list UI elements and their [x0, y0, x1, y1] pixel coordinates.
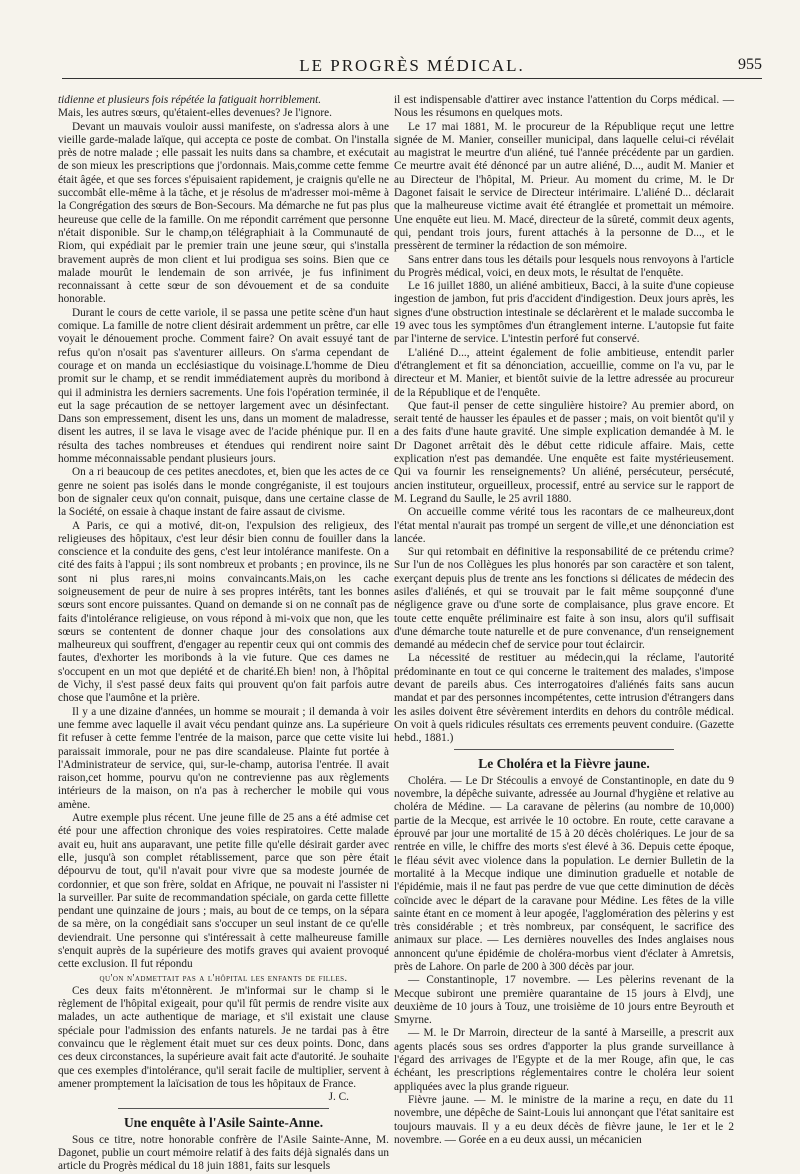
paragraph: Sous ce titre, notre honorable confrère de l'Asile Sainte-Anne, M. Dagonet, publie un court mémoire relatif à des faits déjà signalés dans un article du Progrès médical du 18 juin 1881, faits sur lesquels	[58, 1133, 389, 1173]
paragraph: J. C.	[328, 1091, 349, 1104]
paragraph: Durant le cours de cette variole, il se passa une petite scène d'un haut comique. La famille de notre client désirait ardemment un prêtre, car elle voyait le dénouement proche. Comment faire? On avait essuyé tant de refus qu'on n'osait pas s'aventurer ailleurs. On s'arma cependant de courage et on manda un ecclésiastique du voisinage.L'homme de Dieu promit sur le champ, et se rendit immédiatement auprès du moribond à qui il administra les derniers sacrements. Une fois l'opération terminée, il eut la sage précaution de se nettoyer largement avec un désinfectant. Dans son empressement, disent les uns, dans un moment de maladresse, disent les autres, il se lava le visage avec de l'acide phénique pur. Il en résulta des taches nombreuses et étendues qui rendirent noire saint homme méconnaissable pendant plusieurs jours.	[58, 306, 389, 466]
paragraph: La nécessité de restituer au médecin,qui la réclame, l'autorité prédominante en tout ce qui concerne le traitement des malades, s'impose devant de pareils abus. Ces interrogatoires d'aliénés faits sans aucun mandat et par des personnes incompétentes, cette intrusion d'étrangers dans les asiles doivent être sévèrement interdits en dehors du contrôle médical. On voit à quels ridicules résultats ces errements peuvent conduire. (Gazette hebd., 1881.)	[394, 652, 734, 745]
paragraph: Mais, les autres sœurs, qu'étaient-elles devenues? Je l'ignore.	[58, 107, 332, 120]
paragraph: — Constantinople, 17 novembre. — Les pèlerins revenant de la Mecque subiront une première quarantaine de 15 jours à Elvdj, une deuxième de 10 jours à Touz, une troisième de 10 jours entre Beyrouth et Smyrne.	[394, 974, 734, 1027]
journal-title: LE PROGRÈS MÉDICAL.	[299, 56, 525, 75]
section-divider	[454, 749, 674, 750]
paragraph: — M. le Dr Marroin, directeur de la santé à Marseille, a prescrit aux agents placés sous ses ordres d'apporter la plus grande surveillance à l'égard des arrivages de l'Egypte et de la mer Rouge, afin que, le cas échéant, les prescriptions réglementaires contre le choléra leur soient appliquées avec la plus grande rigueur.	[394, 1027, 734, 1093]
section-divider	[118, 1108, 329, 1109]
section-title-cholera: Le Choléra et la Fièvre jaune.	[478, 755, 650, 771]
paragraph: Le 17 mai 1881, M. le procureur de la République reçut une lettre signée de M. Manier, conseiller municipal, dans laquelle celui-ci révélait au magistrat le meurtre d'un aliéné, tué l'année précédente par un gardien. Ce meurtre avait été dénoncé par un autre aliéné, D..., audit M. Manier et au Directeur de l'hôpital, M. Prieur. Au moment du crime, M. le Dr Dagonet faisait le service de Directeur intérimaire. L'aliéné D... déclarait que la malheureuse victime avait été étranglée et promettait un mémoire. Une enquête eut lieu. M. Macé, directeur de la sûreté, commit deux agents, qui, pendant trois jours, furent attachés à la personne de D..., et le pressèrent de terminer la rédaction de son mémoire.	[394, 120, 734, 253]
paragraph: Sans entrer dans tous les détails pour lesquels nous renvoyons à l'article du Progrès médical, voici, en deux mots, le résultat de l'enquête.	[394, 253, 734, 279]
paragraph: Choléra. — Le Dr Stécoulis a envoyé de Constantinople, en date du 9 novembre, la dépêche suivante, adressée au Journal d'hygiène et relative au choléra de Médine. — La caravane de pèlerins (au nombre de 10,000) partie de la Mecque, est arrivée le 10 octobre. En route, cette caravane a éprouvé par jour une mortalité de 15 à 20 décès cholériques. Le jour de sa rentrée en ville, le chiffre des morts s'est élevé à 36. Depuis cette époque, le fléau sévit avec violence dans la population. Le dernier Bulletin de la mortalité à la Mecque indique une diminution graduelle et notable de l'épidémie, mais il ne faut pas perdre de vue que cette diminution de décès coïncide avec le départ de la caravane pour Médine. Les fêtes de la ville sainte étant en ce moment à leur apogée, l'agglomération des pèlerins y est très considérable ; et très nombreux, par conséquent, le sacrifice des animaux sur place. — Les dernières nouvelles des Indes anglaises nous annoncent qu'une épidémie de choléra-morbus vient d'éclater à Amretsis, près de Lahore. On parle de 200 à 300 décès par jour.	[394, 774, 734, 973]
paragraph: On a ri beaucoup de ces petites anecdotes, et, bien que les actes de ce genre ne soient pas isolés dans le monde congréganiste, il est toujours bon de signaler ceux qu'on connait, puisque, dans une certaine classe de la Société, on essaie à chaque instant de faire assaut de civisme.	[58, 466, 389, 519]
paragraph: Ces deux faits m'étonnèrent. Je m'informai sur le champ si le règlement de l'hôpital exigeait, pour qu'il fût permis de rendre visite aux malades, un acte authentique de mariage, et s'il existait une clause spéciale pour l'admission des enfants naturels. Je ne tardai pas à être convaincu que le règlement était muet sur ces deux points. Donc, dans ces deux circonstances, la supérieure avait fait acte d'autorité. Je souhaite que ces exemples d'intolérance, qu'il serait facile de multiplier, servent à amener promptement la laïcisation de tous les hôpitaux de France.	[58, 984, 389, 1090]
right-column	[394, 94, 734, 1146]
right-article-body	[394, 94, 734, 746]
paragraph: Que faut-il penser de cette singulière histoire? Au premier abord, on serait tenté de hausser les épaules et de passer ; mais, on voit bientôt qu'il y a des faits d'une haute gravité. Une simple explication demandée à M. le Dr Dagonet arrêtait dès le début cette ridicule affaire. Mais, cette explication n'est pas demandée. Une enquête est faite mystérieusement. Qui va fournir les renseignements? Un aliéné, persécuteur, persécuté, ancien instituteur, orgueilleux, processif, entré au service sur le rapport de M. Legrand du Saulle, le 25 avril 1880.	[394, 399, 734, 505]
paragraph: Autre exemple plus récent. Une jeune fille de 25 ans a été admise cet été pour une affection chronique des voies respiratoires. Cette malade avait eu, huit ans auparavant, une petite fille qu'elle désirait garder avec elle, jusqu'à son complet rétablissement, parce que son père était dépourvu de tout, qu'il n'avait pour vivre que sa modeste journée de cordonnier, et que son frère, soldat en Afrique, ne pouvait ni l'assister ni la surveiller. Par suite de recommandation spéciale, on garda cette fillette pendant une quinzaine de jours ; mais, au bout de ce temps, on la sépara de sa mère, on la congédiait sans s'occuper un seul instant de ce qu'elle deviendrait. Une personne qui s'intéressait à cette malheureuse famille s'enquit auprès de la supérieure des motifs graves qui avaient provoqué cette exclusion. Il fut répondu	[58, 812, 389, 971]
paragraph: Sur qui retombait en définitive la responsabilité de ce prétendu crime? Sur l'un de nos Collègues les plus honorés par son caractère et son talent, exerçant depuis plus de trente ans les fonctions si délicates de médecin des asiles d'aliénés, et qui se trouvait par le fait même soupçonné d'une négligence grave ou d'une sorte de complaisance, plus grave encore. Et toute cette enquête préliminaire est faite à son insu, alors qu'il suffisait d'une démarche toute naturelle et de pure convenance, d'un renseignement demandé au médecin chef de service pour tout éclaircir.	[394, 546, 734, 652]
paragraph: A Paris, ce qui a motivé, dit-on, l'expulsion des religieux, des religieuses des hôpitaux, c'est leur désir bien connu de fouiller dans la conscience et la conduite des gens, c'est leur intolérance manifeste. On a cité des faits à l'appui ; ils sont nombreux et probants ; en province, ils ne sont ni plus rares,ni moins convaincants.Mais,on les cache soigneusement de peur de nuire à ses propres intérêts, tant les bonnes sœurs sont encore puissantes. Quand on demande si on ne connaît pas de faits d'intolérance religieuse, on vous répond à mi-voix que non, que les sœurs se contentent de donner chaque jour des consolations aux malheureux qui souffrent, d'engager au repentir ceux qui ont commis des fautes, d'exhorter les moribonds à la vie future. Que ces dames ne s'occupent en un mot que depiété et de charité.Eh bien! non, à l'hôpital de Vichy, il s'est passé deux faits qui prouvent qu'on fait parfois autre chose que l'aumône et la prière.	[58, 519, 389, 705]
paragraph: On accueille comme vérité tous les racontars de ce malheureux,dont l'état mental n'aurait pas trompé un sergent de ville,et une dénonciation est lancée.	[394, 506, 734, 545]
paragraph: Devant un mauvais vouloir aussi manifeste, on s'adressa alors à une vieille garde-malade laïque, qui accepta ce poste de combat. On l'installa près de notre malade ; elle passait les nuits dans sa chambre, et exécutait de son mieux les prescriptions que j'ordonnais. Mais,comme cette femme était âgée, et que ses forces s'épuisaient rapidement, je craignis qu'elle ne succombât elle-même à la tâche, et je résolus de m'adresser moi-même à la Congrégation des sœurs de Bon-Secours. Ma démarche ne fut pas plus heureuse que celle de la famille. On me répondit carrément que personne n'était disponible. Sur le champ,on télégraphiait à la Communauté de Riom, qui expédiait par le premier train une jeune sœur, qui s'installa bravement auprès de mon client et lui prodigua ses soins. Bien que ce malade mourût le lendemain de son arrivée, je fus infiniment reconnaissant à cette sœur de son dévouement et de sa conduite honorable.	[58, 120, 389, 306]
paragraph: Fièvre jaune. — M. le ministre de la marine a reçu, en date du 11 novembre, une dépêche de Saint-Louis lui annonçant que l'état sanitaire est toujours mauvais. Il y a eu deux décès de fièvre jaune, le 1er et le 2 novembre. — Gorée en a eu deux aussi, un mécanicien	[394, 1093, 734, 1146]
left-column	[58, 94, 389, 1173]
paragraph: L'aliéné D..., atteint également de folie ambitieuse, entendit parler d'étranglement et fit sa dénonciation, accueillie, comme on l'a vu, par le directeur et M. Manier, et bientôt suivie de la lettre adressée au procureur de la République et de l'enquête.	[394, 346, 734, 399]
left-article-body	[58, 94, 389, 1105]
paragraph: Il y a une dizaine d'années, un homme se mourait ; il demanda à voir une femme avec laquelle il avait vécu pendant quinze ans. La supérieure fit refuser à cette femme l'entrée de la maison, parce que cette visite lui paraissait immorale, pour ne pas dire scandaleuse. Plainte fut portée à l'Administrateur de service, qui, sur-le-champ, autorisa l'entrée. Il avait raison,cet homme, pourvu qu'on ne contrevienne pas aux règlements intérieurs de la maison, on n'a pas à rechercher le mobile qui vous amène.	[58, 705, 389, 811]
paragraph: il est indispensable d'attirer avec instance l'attention du Corps médical. — Nous les résumons en quelques mots.	[394, 94, 734, 120]
page-header	[62, 56, 762, 79]
cholera-article-body	[394, 775, 734, 1147]
asile-article-body	[58, 1134, 389, 1174]
paragraph: qu'on n'admettait pas a l'hôpital les enfants de filles.	[99, 972, 348, 984]
paragraph: tidienne et plusieurs fois répétée la fatiguait horriblement.	[58, 94, 322, 106]
page-number: 955	[738, 56, 762, 73]
section-title-asile: Une enquête à l'Asile Sainte-Anne.	[123, 1114, 324, 1130]
paragraph: Le 16 juillet 1880, un aliéné ambitieux, Bacci, à la suite d'une copieuse ingestion de jambon, fut pris d'accident d'indigestion. Deux jours après, les signes d'une obstruction intestinale se déclarèrent et le malade succomba le 19 avec tous les symptômes d'un étranglement interne. L'autopsie fut faite par l'interne de service. L'intestin perforé fut conservé.	[394, 280, 734, 346]
